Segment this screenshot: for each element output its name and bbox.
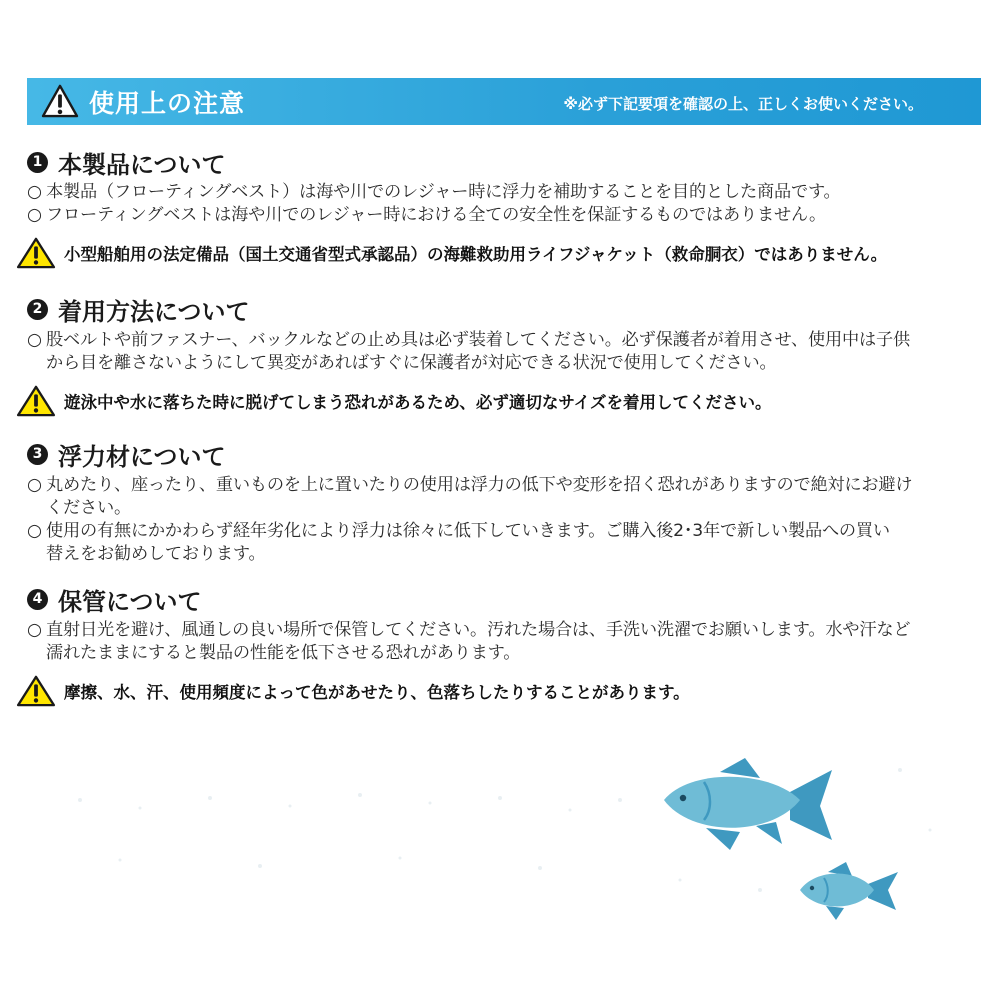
section-4-heading xyxy=(27,582,202,617)
warning-text: 摩擦、水、汗、使用頻度によって色があせたり、色落ちしたりすることがあります。 xyxy=(64,683,690,702)
section-number: 4 xyxy=(27,589,48,610)
banner-note: ※必ず下記要項を確認の上、正しくお使いください。 xyxy=(563,95,923,113)
bullet-circle: ○ xyxy=(27,182,42,202)
section-1-warning xyxy=(16,237,887,269)
section-1-heading xyxy=(27,145,226,180)
caution-triangle-icon xyxy=(16,675,56,707)
bullet-circle: ○ xyxy=(27,521,42,541)
body-line: ○ 本製品（フローティングベスト）は海や川でのレジャー時に浮力を補助することを目的とした商品です。 xyxy=(27,182,841,202)
section-number: 2 xyxy=(27,299,48,320)
body-line: 濡れたままにすると製品の性能を低下させる恐れがあります。 xyxy=(46,643,521,663)
body-line: 替えをお勧めしております。 xyxy=(46,544,266,564)
section-4-warning xyxy=(16,675,690,707)
section-title: 本製品について xyxy=(58,151,226,179)
section-2-heading xyxy=(27,292,250,327)
page-title: 使用上の注意 xyxy=(89,89,246,118)
section-4-body xyxy=(27,619,910,665)
fish-illustration xyxy=(0,740,1000,1000)
section-title: 浮力材について xyxy=(58,443,226,471)
section-2-body xyxy=(27,329,910,375)
small-fish xyxy=(800,862,898,920)
section-3-body xyxy=(27,474,912,566)
body-line: ○ フローティングベストは海や川でのレジャー時における全ての安全性を保証するものではありません。 xyxy=(27,205,826,225)
body-line: ○ 使用の有無にかかわらず経年劣化により浮力は徐々に低下していきます。ご購入後2･3年で新しい製品への買い xyxy=(27,521,890,541)
warning-triangle-icon xyxy=(41,84,79,118)
caution-triangle-icon xyxy=(16,237,56,269)
bullet-circle: ○ xyxy=(27,620,42,640)
section-number: 1 xyxy=(27,152,48,173)
section-number: 3 xyxy=(27,444,48,465)
body-line: ○ 股ベルトや前ファスナー、バックルなどの止め具は必ず装着してください。必ず保護者が着用させ、使用中は子供 xyxy=(27,330,910,350)
warning-text: 遊泳中や水に落ちた時に脱げてしまう恐れがあるため、必ず適切なサイズを着用してください。 xyxy=(64,393,772,412)
caution-triangle-icon xyxy=(16,385,56,417)
bullet-circle: ○ xyxy=(27,475,42,495)
warning-text: 小型船舶用の法定備品（国土交通省型式承認品）の海難救助用ライフジャケット（救命胴衣）ではありません。 xyxy=(64,245,888,264)
body-line: ○ 直射日光を避け、風通しの良い場所で保管してください。汚れた場合は、手洗い洗濯でお願いします。水や汗など xyxy=(27,620,911,640)
section-2-warning xyxy=(16,385,772,417)
section-title: 保管について xyxy=(58,588,202,616)
body-line: から目を離さないようにして異変があればすぐに保護者が対応できる状況で使用してください。 xyxy=(46,353,777,373)
section-1-body xyxy=(27,181,841,227)
bullet-circle: ○ xyxy=(27,330,42,350)
caution-banner xyxy=(27,78,981,125)
body-line: ください。 xyxy=(46,498,131,518)
bullet-circle: ○ xyxy=(27,205,42,225)
section-title: 着用方法について xyxy=(58,298,250,326)
body-line: ○ 丸めたり、座ったり、重いものを上に置いたりの使用は浮力の低下や変形を招く恐れがありますので絶対にお避け xyxy=(27,475,913,495)
large-fish xyxy=(664,758,832,850)
section-3-heading xyxy=(27,437,226,472)
